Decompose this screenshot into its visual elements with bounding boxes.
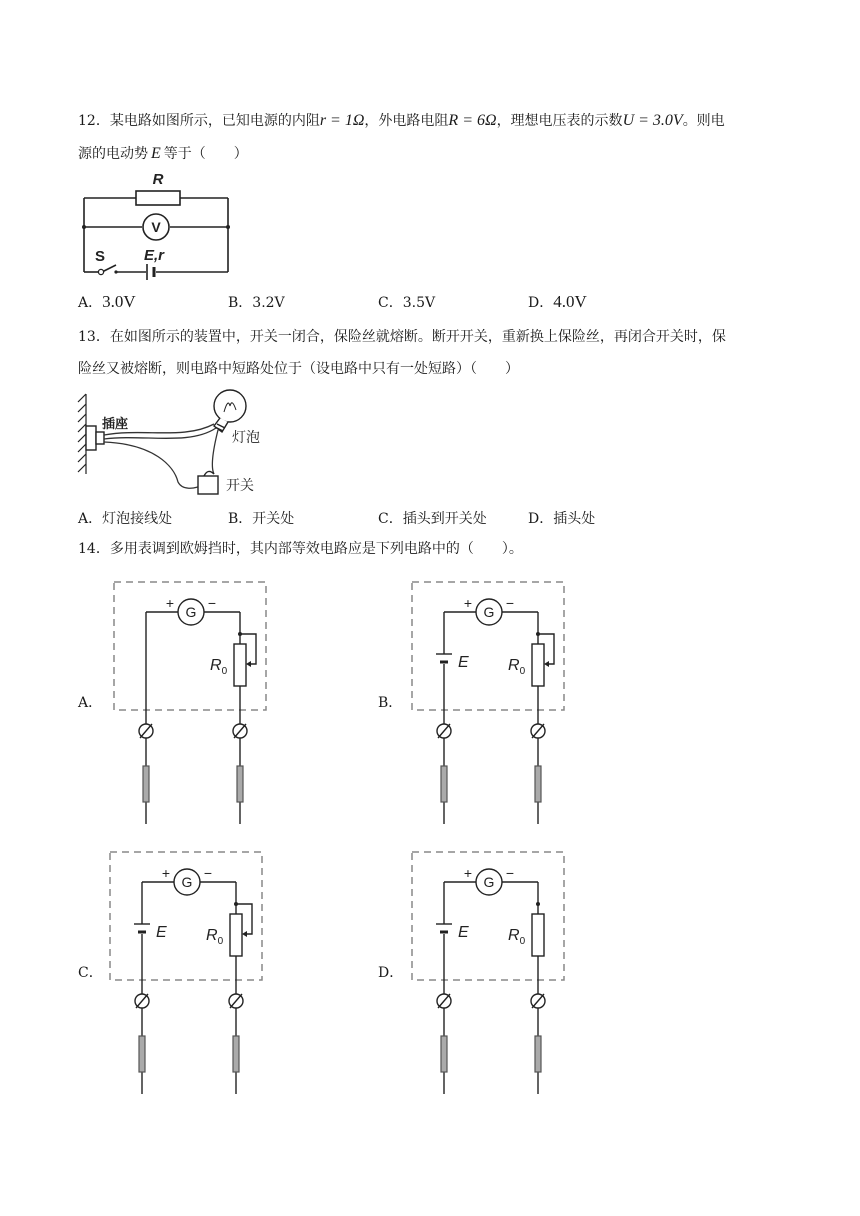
minus-sign: − bbox=[505, 595, 515, 611]
q12-text-b: ，外电路电阻 bbox=[364, 113, 449, 129]
junction-dot bbox=[536, 632, 540, 636]
option-value: 开关处 bbox=[252, 511, 295, 527]
q14-number: 14． bbox=[78, 541, 110, 557]
r0-label: $R_0$ bbox=[508, 657, 526, 677]
plug bbox=[96, 432, 104, 444]
q14-circuit-a bbox=[108, 576, 268, 830]
q12-line1 bbox=[78, 106, 798, 136]
terminal bbox=[139, 724, 153, 738]
option-value: 3.0V bbox=[102, 292, 136, 311]
q12-option-b[interactable] bbox=[228, 292, 285, 312]
q12-switch-S bbox=[98, 269, 103, 274]
q12-R-eq: R = 6Ω bbox=[448, 112, 497, 129]
q14-text: 多用表调到欧姆挡时，其内部等效电路应是下列电路中的（ ）。 bbox=[109, 541, 523, 557]
option-value: 3.2V bbox=[252, 295, 285, 311]
resistor-r0 bbox=[532, 644, 544, 686]
q12-E: E bbox=[151, 145, 161, 162]
option-label: C． bbox=[378, 511, 403, 527]
q12-fig-label-S: S bbox=[94, 248, 106, 265]
q12-line2-text: 源的电动势 bbox=[78, 146, 148, 162]
q14-circuit-d bbox=[406, 846, 566, 1100]
wall-hatch bbox=[78, 394, 86, 474]
minus-sign: − bbox=[505, 865, 515, 881]
q12-text-c: ，理想电压表的示数 bbox=[496, 113, 623, 129]
test-probe bbox=[535, 1036, 541, 1072]
terminal bbox=[437, 724, 451, 738]
r0-label: $R_0$ bbox=[508, 927, 526, 947]
plus-sign: + bbox=[463, 865, 473, 881]
q12-option-d[interactable] bbox=[528, 292, 587, 312]
slider-arrow bbox=[242, 931, 247, 937]
battery bbox=[134, 924, 150, 932]
q13-text-1: 在如图所示的装置中，开关一闭合，保险丝就熔断。断开开关，重新换上保险丝，再闭合开关时，保 bbox=[109, 329, 726, 345]
bulb-icon bbox=[214, 390, 246, 432]
q12-circuit-figure bbox=[78, 170, 238, 280]
q12-line2 bbox=[78, 139, 798, 169]
q13-option-a[interactable] bbox=[78, 508, 172, 528]
emf-label: E bbox=[156, 924, 167, 941]
q12-resistor-R bbox=[136, 191, 180, 205]
r0-label: $R_0$ bbox=[206, 927, 224, 947]
test-probe bbox=[441, 766, 447, 802]
q13-number: 13． bbox=[78, 329, 110, 345]
junction-dot bbox=[238, 632, 242, 636]
junction-dot bbox=[234, 902, 238, 906]
socket-box bbox=[86, 426, 96, 450]
galvanometer-label: G bbox=[181, 874, 193, 890]
q13-option-d[interactable] bbox=[528, 508, 595, 528]
resistor-r0 bbox=[532, 914, 544, 956]
q12-text-a: 某电路如图所示，已知电源的内阻 bbox=[109, 113, 320, 129]
switch-icon bbox=[198, 471, 218, 494]
q12-line2-end: 等于（ ） bbox=[163, 146, 248, 162]
q12-option-a[interactable] bbox=[78, 292, 136, 312]
q13-option-c[interactable] bbox=[378, 508, 487, 528]
q12-r-eq: r = 1Ω bbox=[319, 112, 365, 129]
q12-fig-label-Er: E,r bbox=[143, 247, 165, 264]
terminal bbox=[229, 994, 243, 1008]
option-value: 灯泡接线处 bbox=[102, 511, 173, 527]
q12-number: 12． bbox=[78, 113, 110, 129]
q14-option-d[interactable]: D． bbox=[378, 965, 404, 981]
option-label: A． bbox=[78, 295, 103, 311]
terminal bbox=[233, 724, 247, 738]
q14-circuit-b bbox=[406, 576, 566, 830]
battery bbox=[436, 924, 452, 932]
option-label: A． bbox=[78, 511, 103, 527]
q13-label-bulb: 灯泡 bbox=[232, 430, 260, 446]
terminal bbox=[135, 994, 149, 1008]
q12-U-eq: U = 3.0V bbox=[622, 112, 683, 129]
q14-option-c[interactable]: C． bbox=[78, 965, 103, 981]
option-label: D． bbox=[528, 295, 554, 311]
option-label: B． bbox=[228, 295, 253, 311]
battery bbox=[436, 654, 452, 662]
galvanometer-label: G bbox=[185, 604, 197, 620]
plus-sign: + bbox=[165, 595, 175, 611]
plus-sign: + bbox=[463, 595, 473, 611]
q12-fig-label-V: V bbox=[151, 219, 161, 235]
option-value: 3.5V bbox=[402, 295, 436, 311]
emf-label: E bbox=[458, 654, 469, 671]
option-value: 4.0V bbox=[553, 292, 587, 311]
q13-option-b[interactable] bbox=[228, 508, 294, 528]
option-label: B． bbox=[228, 511, 253, 527]
test-probe bbox=[237, 766, 243, 802]
q13-line1 bbox=[78, 322, 798, 352]
test-probe bbox=[441, 1036, 447, 1072]
resistor-r0 bbox=[234, 644, 246, 686]
terminal bbox=[437, 994, 451, 1008]
r0-label: $R_0$ bbox=[210, 657, 228, 677]
q12-option-c[interactable] bbox=[378, 292, 435, 312]
q13-label-socket: 插座 bbox=[102, 417, 129, 432]
q14-circuit-c bbox=[104, 846, 264, 1100]
galvanometer-label: G bbox=[483, 604, 495, 620]
plus-sign: + bbox=[161, 865, 171, 881]
terminal bbox=[531, 994, 545, 1008]
test-probe bbox=[233, 1036, 239, 1072]
terminal bbox=[531, 724, 545, 738]
q13-text-2: 险丝又被熔断，则电路中短路处位于（设电路中只有一处短路）（ ） bbox=[78, 361, 519, 377]
option-value: 插头到开关处 bbox=[402, 511, 487, 527]
minus-sign: − bbox=[203, 865, 213, 881]
option-value: 插头处 bbox=[553, 511, 596, 527]
test-probe bbox=[143, 766, 149, 802]
q12-battery bbox=[147, 264, 154, 280]
test-probe bbox=[535, 766, 541, 802]
slider-arrow bbox=[544, 661, 549, 667]
q14-line1 bbox=[78, 534, 798, 564]
test-probe bbox=[139, 1036, 145, 1072]
q14-option-a[interactable]: A． bbox=[78, 695, 103, 711]
slider-arrow bbox=[246, 661, 251, 667]
q13-label-switch: 开关 bbox=[226, 478, 254, 494]
q13-device-figure bbox=[74, 386, 274, 498]
emf-label: E bbox=[458, 924, 469, 941]
option-label: C． bbox=[378, 295, 403, 311]
q12-fig-label-R: R bbox=[152, 171, 164, 188]
q13-line2 bbox=[78, 354, 798, 384]
galvanometer-label: G bbox=[483, 874, 495, 890]
junction-dot bbox=[536, 902, 540, 906]
resistor-r0 bbox=[230, 914, 242, 956]
option-label: D． bbox=[528, 511, 554, 527]
minus-sign: − bbox=[207, 595, 217, 611]
q12-text-d: 。则电 bbox=[682, 113, 725, 129]
q14-option-b[interactable]: B． bbox=[378, 695, 403, 711]
